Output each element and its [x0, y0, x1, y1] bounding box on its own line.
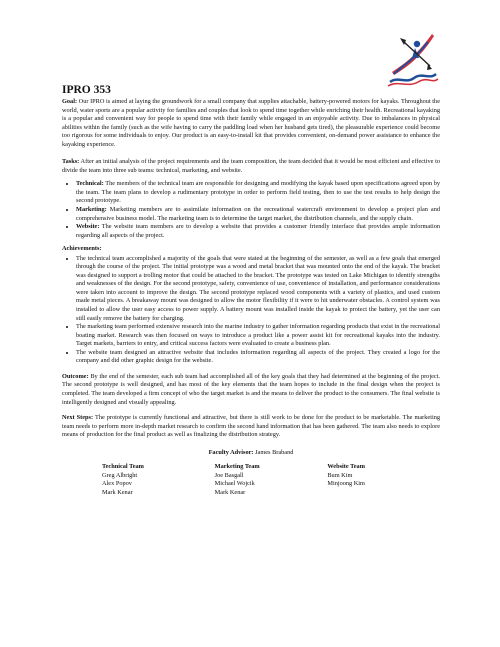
team-member: Mark Kenar [102, 488, 133, 496]
advisor-label: Faculty Advisor: [208, 448, 254, 456]
advisor-name: James Braband [255, 448, 294, 456]
next-steps-text: The prototype is currently functional and attractive, but there is still work to be done for the product to be marketable. The marketing team needs to perform more in-depth market research to confirm the second hand information that has been gathered. The team also needs to explore means of production for the final product as well as finalizing the distribution strategy. [62, 414, 440, 439]
tasks-list [62, 180, 440, 240]
task-label: Website: [76, 223, 100, 231]
outcome-section [62, 373, 440, 407]
list-item: • The technical team accomplished a majority of the goals that were stated at the beginning of the semester, as well as a few goals that emerged through the course of the project. The initial prototype was a wood and metal bracket that was mounted onto the end of the kayak. The bracket was designed to support a trolling motor that could be attached to the bracket. The prototype was tested on Lake Michigan to identify strengths and weaknesses of the design. For the second prototype, safety, convenience of use, convenience of installation, and performance considerations were taken into account to improve the design. The second prototype replaced wood components with a variety of plastics, and used custom made metal pieces. A breakaway mount was designed to allow the motor flexibility if it were to hit underwater obstacles. A control system was installed to allow the user easy access to power supply. A battery mount was installed inside the kayak to protect the battery, yet the user can still easily remove the battery for charging. [76, 255, 440, 323]
team-member: Greg Albright [102, 471, 138, 479]
goal-text: Our IPRO is aimed at laying the groundwork for a small company that supplies attachable, battery-powered motors for kayaks. Throughout the world, water sports are a popular activity for families and couples that look to spend time together while enriching their health. Recreational kayaking is a popular and convenient way for people to spend time with their family while engaged in an enjoyable activity. Due to imbalances in physical abilities within the family (such as the wife having to carry the paddling load when her husband gets tired), the pleasurable experience could become too rigorous for some individuals to enjoy. Our product is an easy-to-install kit that provides convenient, on-demand power assistance to enhance the kayaking experience. [62, 98, 441, 148]
team-member: Mark Kenar [214, 488, 246, 496]
list-item [76, 180, 440, 206]
team-member: Joe Basgall [214, 471, 244, 479]
task-label: Technical: [76, 180, 104, 188]
tasks-section [62, 158, 440, 175]
tasks-text: After an initial analysis of the project requirements and the team composition, the team decided that it would be most efficient and effective to divide the team into three sub teams: technical, marketing, and website. [62, 158, 440, 174]
marketing-team [215, 463, 328, 497]
outcome-label: Outcome: [62, 372, 89, 380]
team-title: Technical Team [102, 463, 144, 471]
task-text: Marketing members are to assimilate information on the recreational watercraft environment to develop a project plan and comprehensive business model. The marketing team is to determine the target market, the distribution channels, and the supply chain. [76, 206, 440, 222]
team-roster [102, 463, 440, 497]
page-title: IPRO 353 [62, 84, 111, 96]
list-item [76, 206, 440, 223]
team-title: Website Team [327, 463, 365, 471]
team-title: Marketing Team [214, 463, 260, 471]
list-item [76, 223, 440, 240]
next-steps-label: Next Steps: [62, 414, 94, 422]
tasks-label: Tasks: [62, 158, 80, 166]
kayaker-logo-icon [386, 14, 440, 88]
list-item: • The website team designed an attractive website that includes information regarding all aspects of the project. They created a logo for the company and did other graphic design for the website. [76, 349, 440, 366]
team-member: Alex Popov [102, 480, 132, 488]
task-text: The members of the technical team are responsible for designing and modifying the kayak based upon specifications agreed upon by the team. The team plans to develop a rudimentary prototype in order to perform field testing, then to use the test results to help design the second prototype. [76, 180, 440, 205]
achievements-list [62, 255, 440, 366]
website-team [327, 463, 440, 497]
team-member: Minjoong Kim [327, 480, 365, 488]
team-member: Michael Wojcik [214, 480, 255, 488]
technical-team [102, 463, 215, 497]
team-member: Bum Kim [327, 471, 353, 479]
task-label: Marketing: [76, 206, 107, 214]
outcome-text: By the end of the semester, each sub team had accomplished all of the key goals that they had determined at the beginning of the project. The second prototype is well designed, and has most of the key elements that the team hopes to include in the final design when the project is completed. The team developed a firm concept of who the target market is and the means to deliver the product to the consumers. The final website is intelligently designed and visually appealing. [62, 372, 440, 406]
goal-section [62, 98, 440, 149]
list-item: • The marketing team performed extensive research into the marine industry to gather information regarding products that exist in the recreational boating market. Research was then focused on ways to introduce a product like a power assist kit for recreational kayaks into the industry. Target markets, barriers to entry, and critical success factors were evaluated to create a business plan. [76, 323, 440, 349]
goal-label: Goal: [62, 98, 78, 105]
achievements-label: Achievements: [62, 245, 102, 253]
next-steps-section [62, 414, 440, 440]
project-document [62, 84, 440, 497]
faculty-advisor [62, 449, 440, 458]
task-text: The website team members are to develop a website that provides a customer friendly interface that provides ample information regarding all aspects of the project. [76, 223, 440, 239]
